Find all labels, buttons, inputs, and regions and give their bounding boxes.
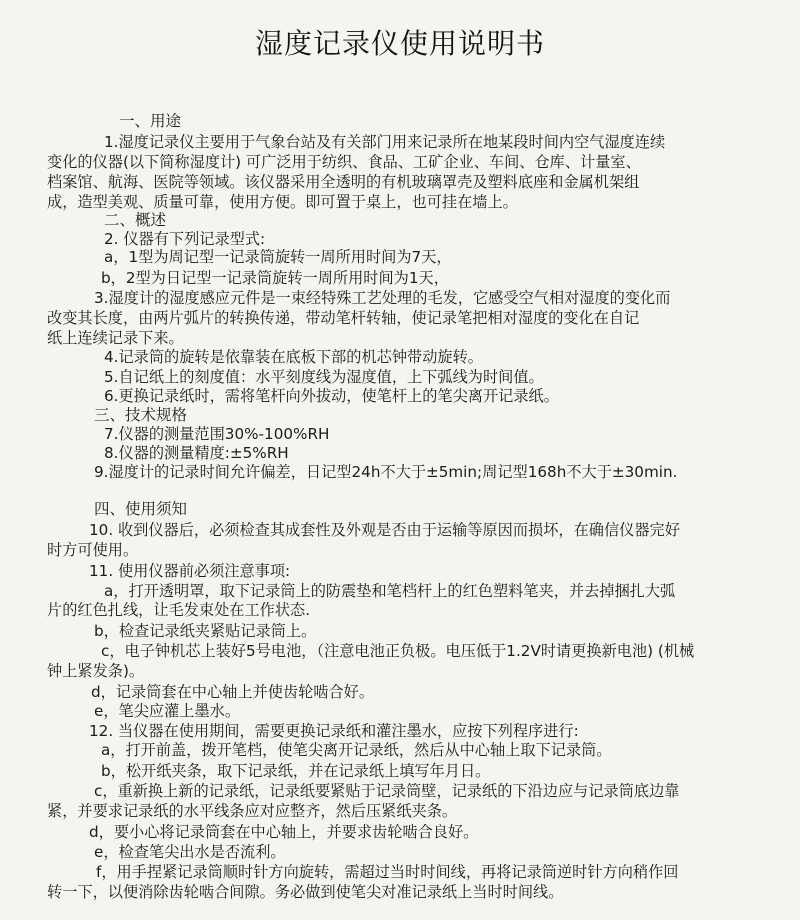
text-line: 纸上连续记录下来。 xyxy=(47,329,184,347)
page-title: 湿度记录仪使用说明书 xyxy=(254,27,545,60)
text-line: 10. 收到仪器后，必须检查其成套性及外观是否由于运输等原因而损坏，在确信仪器完好 xyxy=(89,521,680,539)
section-heading: 二、概述 xyxy=(104,211,167,229)
text-line: 1.湿度记录仪主要用于气象台站及有关部门用来记录所在地某段时间内空气湿度连续 xyxy=(104,133,666,151)
text-line: 片的红色扎线，让毛发束处在工作状态. xyxy=(47,601,311,619)
text-line: f，用手捏紧记录筒顺时针方向旋转，需超过当时时间线，再将记录筒逆时针方向稍作回 xyxy=(96,863,679,881)
text-line: e，笔尖应灌上墨水。 xyxy=(94,702,241,720)
text-line: 8.仪器的测量精度:±5%RH xyxy=(104,444,289,462)
text-line: 2. 仪器有下列记录型式: xyxy=(104,230,266,248)
text-line: 紧，并要求记录纸的水平线条应对应整齐，然后压紧纸夹条。 xyxy=(47,802,458,820)
text-line: 6.更换记录纸时，需将笔杆向外拔动，使笔杆上的笔尖离开记录纸。 xyxy=(104,387,559,405)
text-line: a，1型为周记型一记录筒旋转一周所用时间为7天， xyxy=(104,248,452,266)
text-line: 时方可使用。 xyxy=(47,541,139,559)
text-line: 11. 使用仪器前必须注意事项: xyxy=(89,562,291,580)
text-line: c，重新换上新的记录纸，记录纸要紧贴于记录筒壁，记录纸的下沿边应与记录筒底边靠 xyxy=(94,782,680,800)
text-line: 变化的仪器(以下简称湿度计) 可广泛用于纺织、食品、工矿企业、车间、仓库、计量室、 xyxy=(47,153,641,171)
text-line: a，打开前盖，拨开笔档，使笔尖离开记录纸，然后从中心轴上取下记录筒。 xyxy=(101,741,612,759)
text-line: 7.仪器的测量范围30%-100%RH xyxy=(104,425,330,443)
text-line: 9.湿度计的记录时间允许偏差，日记型24h不大于±5min;周记型168h不大于±30min. xyxy=(94,463,678,481)
text-line: 5.自记纸上的刻度值：水平刻度线为湿度值，上下弧线为时间值。 xyxy=(104,368,544,386)
text-line: b，松开纸夹条，取下记录纸，并在记录纸上填写年月日。 xyxy=(101,762,491,780)
text-line: 成，造型美观、质量可靠，使用方便。即可置于桌上，也可挂在墙上。 xyxy=(47,193,518,211)
text-line: c，电子钟机芯上装好5号电池，（注意电池正负极。电压低于1.2V时请更换新电池) (机械 xyxy=(101,642,695,660)
text-line: d，要小心将记录筒套在中心轴上，并要求齿轮啮合良好。 xyxy=(89,823,479,841)
section-heading: 四、使用须知 xyxy=(94,500,188,518)
section-heading: 一、用途 xyxy=(119,112,182,130)
text-line: e，检查笔尖出水是否流利。 xyxy=(94,843,286,861)
text-line: a，打开透明罩，取下记录筒上的防震垫和笔档杆上的红色塑料笔夹，并去掉捆扎大弧 xyxy=(104,582,676,600)
text-line: b，2型为日记型一记录筒旋转一周所用时间为1天， xyxy=(101,269,449,287)
text-line: 12. 当仪器在使用期间，需要更换记录纸和灌注墨水，应按下列程序进行: xyxy=(89,722,579,740)
text-line: 钟上紧发条)。 xyxy=(47,662,145,680)
text-line: 档案馆、航海、医院等领域。该仪器采用全透明的有机玻璃罩壳及塑料底座和金属机架组 xyxy=(47,173,640,191)
text-line: 4.记录筒的旋转是依靠装在底板下部的机芯钟带动旋转。 xyxy=(104,348,483,366)
text-line: 3.湿度计的湿度感应元件是一束经特殊工艺处理的毛发，它感受空气相对湿度的变化而 xyxy=(94,289,671,307)
text-line: 改变其长度，由两片弧片的转换传递，带动笔杆转轴，使记录笔把相对湿度的变化在自记 xyxy=(47,309,640,327)
text-line: 转一下，以便消除齿轮啮合间隙。务必做到使笔尖对准记录纸上当时时间线。 xyxy=(47,883,564,901)
text-line: b，检查记录纸夹紧贴记录筒上。 xyxy=(94,622,317,640)
section-heading: 三、技术规格 xyxy=(94,406,188,424)
text-line: d，记录筒套在中心轴上并使齿轮啮合好。 xyxy=(91,683,375,701)
